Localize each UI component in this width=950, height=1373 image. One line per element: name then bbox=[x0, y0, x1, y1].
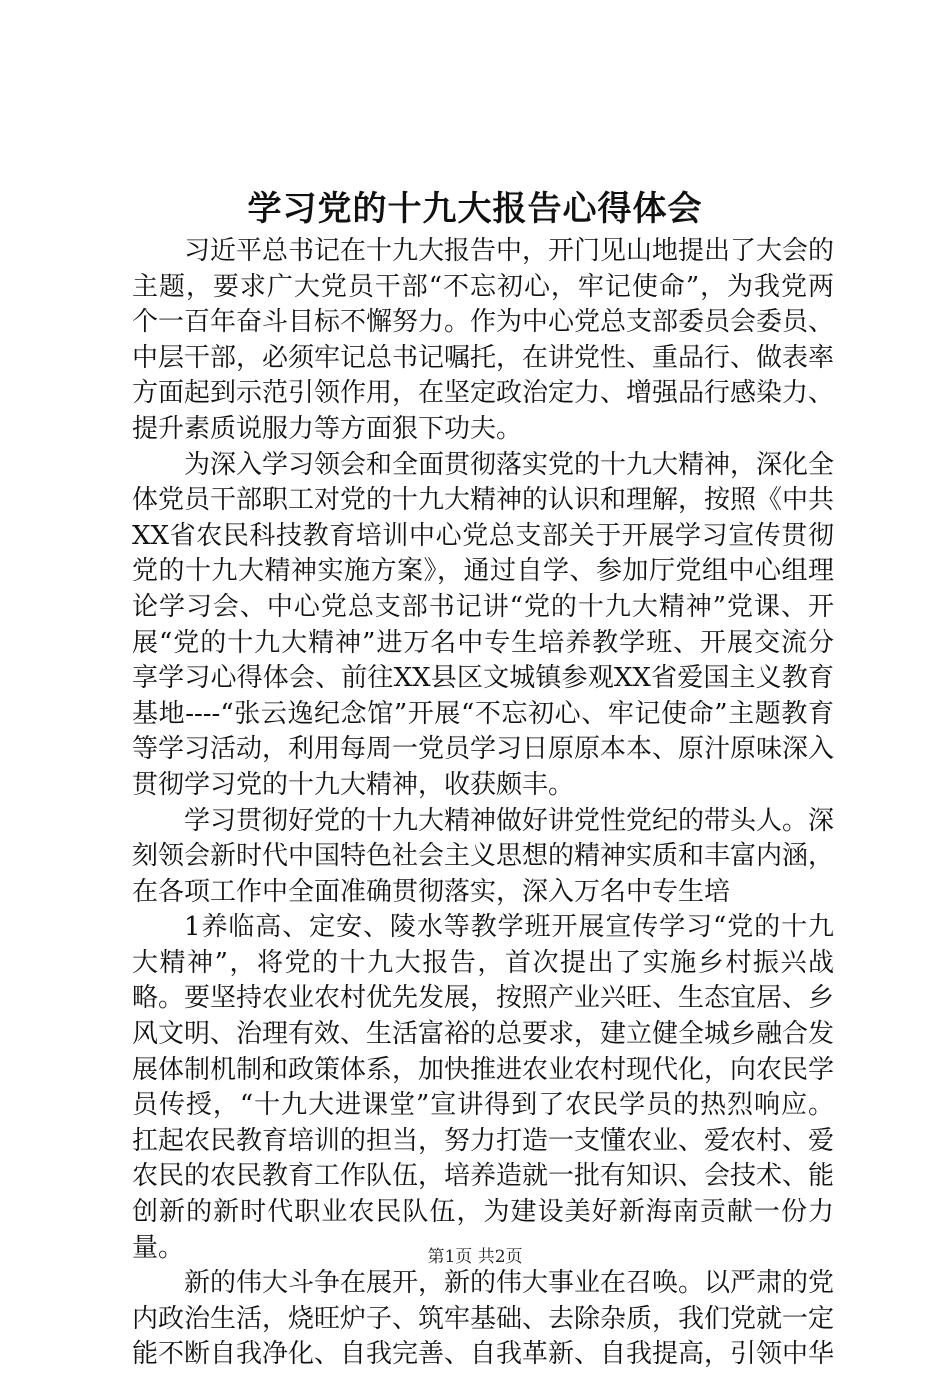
document-body bbox=[132, 234, 834, 1373]
paragraph-5: 新的伟大斗争在展开，新的伟大事业在召唤。以严肃的党内政治生活，烧旺炉子、筑牢基础、去除杂质，我们党就一定能不断自我净化、自我完善、自我革新、自我提高，引领中华 bbox=[132, 1268, 835, 1370]
paragraph-2: 为深入学习领会和全面贯彻落实党的十九大精神，深化全体党员干部职工对党的十九大精神的认识和理解，按照《中共XX省农民科技教育培训中心党总支部关于开展学习宣传贯彻党的十九大精神实施方案》，通过自学、参加厅党组中心组理论学习会、中心党总支部书记讲“党的十九大精神”党课、开展“党的十九大精神”进万名中专生培养教学班、开展交流分享学习心得体会、前往XX县区文城镇参观XX省爱国主义教育基地----“张云逸纪念馆”开展“不忘初心、牢记使命”主题教育等学习活动，利用每周一党员学习日原原本本、原汁原味深入贯彻学习党的十九大精神，收获颇丰。 bbox=[132, 449, 835, 800]
paragraph-4: 1养临高、定安、陵水等教学班开展宣传学习“党的十九大精神”，将党的十九大报告，首次提出了实施乡村振兴战略。要坚持农业农村优先发展，按照产业兴旺、生态宜居、乡风文明、治理有效、生活富裕的总要求，建立健全城乡融合发展体制机制和政策体系，加快推进农业农村现代化，向农民学员传授，“十九大进课堂”宣讲得到了农民学员的热烈响应。扛起农民教育培训的担当，努力打造一支懂农业、爱农村、爱农民的农民教育工作队伍，培养造就一批有知识、会技术、能创新的新时代职业农民队伍，为建设美好新海南贡献一份力量。 bbox=[132, 912, 835, 1263]
paragraph-3: 学习贯彻好党的十九大精神做好讲党性党纪的带头人。深刻领会新时代中国特色社会主义思想的精神实质和丰富内涵，在各项工作中全面准确贯彻落实，深入万名中专生培 bbox=[132, 805, 835, 907]
document-title: 学习党的十九大报告心得体会 bbox=[247, 189, 703, 229]
paragraph-1: 习近平总书记在十九大报告中，开门见山地提出了大会的主题，要求广大党员干部“不忘初心，牢记使命”，为我党两个一百年奋斗目标不懈努力。作为中心党总支部委员会委员、中层干部，必须牢记总书记嘱托，在讲党性、重品行、做表率方面起到示范引领作用，在坚定政治定力、增强品行感染力、提升素质说服力等方面狠下功夫。 bbox=[132, 236, 835, 444]
page-number-footer: 第1页 共2页 bbox=[427, 1247, 523, 1267]
